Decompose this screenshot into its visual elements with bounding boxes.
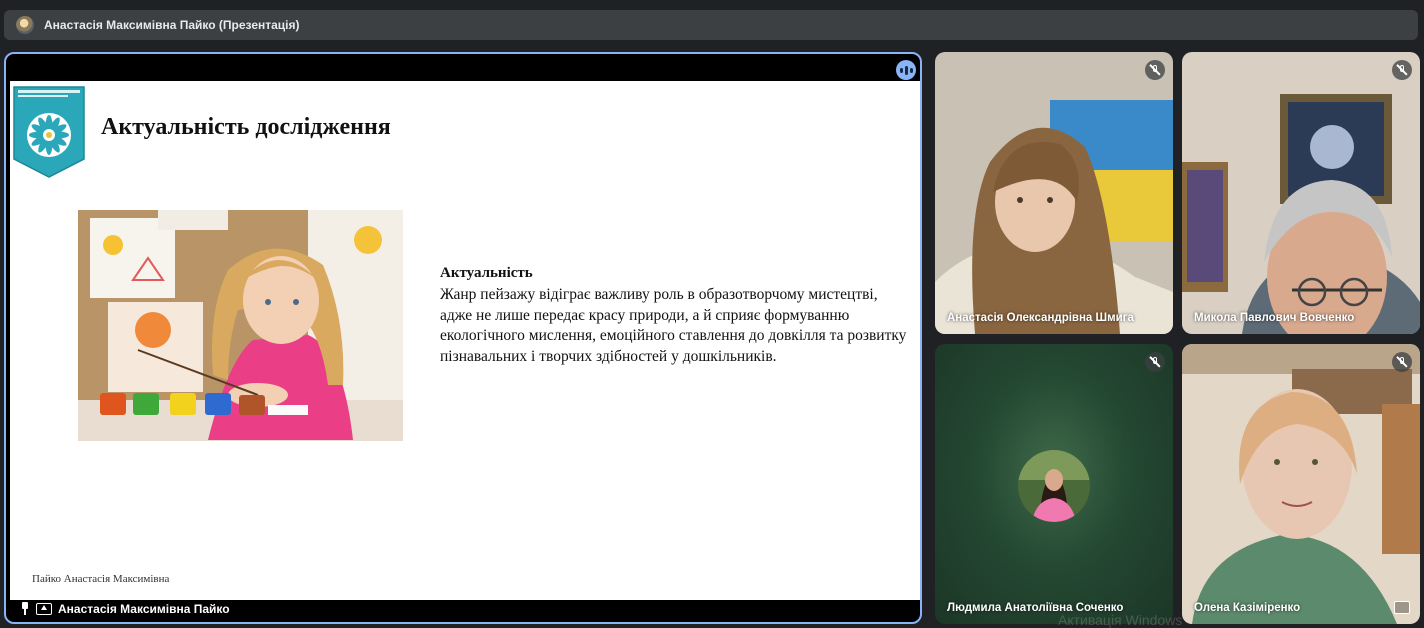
slide-heading: Актуальність bbox=[440, 265, 533, 281]
presenter-label bbox=[20, 602, 230, 616]
presentation-topbar[interactable] bbox=[4, 10, 1418, 40]
participant-tile[interactable] bbox=[1182, 344, 1420, 624]
presenter-name: Анастасія Максимівна Пайко bbox=[58, 602, 230, 616]
mic-off-icon bbox=[1392, 60, 1412, 80]
slide-body-text: Жанр пейзажу відіграє важливу роль в образотворчому мистецтві, адже не лише передає красу природи, а й сприяє формуванню екологічного мислення, емоційного ставлення до довкілля та розвитку пізнавальних і творчих здібностей у дошкільників. bbox=[440, 286, 907, 365]
participant-tile[interactable] bbox=[935, 52, 1173, 334]
participant-tile[interactable] bbox=[935, 344, 1173, 624]
picture-in-picture-icon[interactable] bbox=[1394, 601, 1410, 614]
presenter-avatar bbox=[16, 16, 34, 34]
speaking-indicator-icon bbox=[896, 60, 916, 80]
university-logo bbox=[12, 85, 86, 179]
present-screen-icon bbox=[36, 603, 52, 615]
participant-name: Микола Павлович Вовченко bbox=[1194, 312, 1355, 324]
participant-video bbox=[1182, 344, 1420, 624]
activation-watermark: Активація Windows bbox=[1058, 612, 1183, 628]
participant-tile[interactable] bbox=[1182, 52, 1420, 334]
participant-name: Людмила Анатоліївна Соченко bbox=[947, 602, 1124, 614]
presentation-slide bbox=[10, 81, 922, 600]
girl-painting-image bbox=[78, 210, 403, 441]
mic-off-icon bbox=[1145, 60, 1165, 80]
participant-name: Анастасія Олександрівна Шмига bbox=[947, 312, 1134, 324]
mic-off-icon bbox=[1145, 352, 1165, 372]
presentation-tile[interactable] bbox=[4, 52, 922, 624]
participant-name: Олена Казіміренко bbox=[1194, 602, 1301, 614]
slide-title: Актуальність дослідження bbox=[101, 114, 391, 140]
mic-off-icon bbox=[1392, 352, 1412, 372]
participant-avatar bbox=[1018, 450, 1090, 522]
participant-video bbox=[1182, 52, 1420, 334]
participant-video bbox=[935, 52, 1173, 334]
slide-footer: Пайко Анастасія Максимівна bbox=[32, 573, 170, 585]
pin-icon[interactable] bbox=[20, 602, 30, 616]
presentation-title: Анастасія Максимівна Пайко (Презентація) bbox=[44, 18, 300, 32]
